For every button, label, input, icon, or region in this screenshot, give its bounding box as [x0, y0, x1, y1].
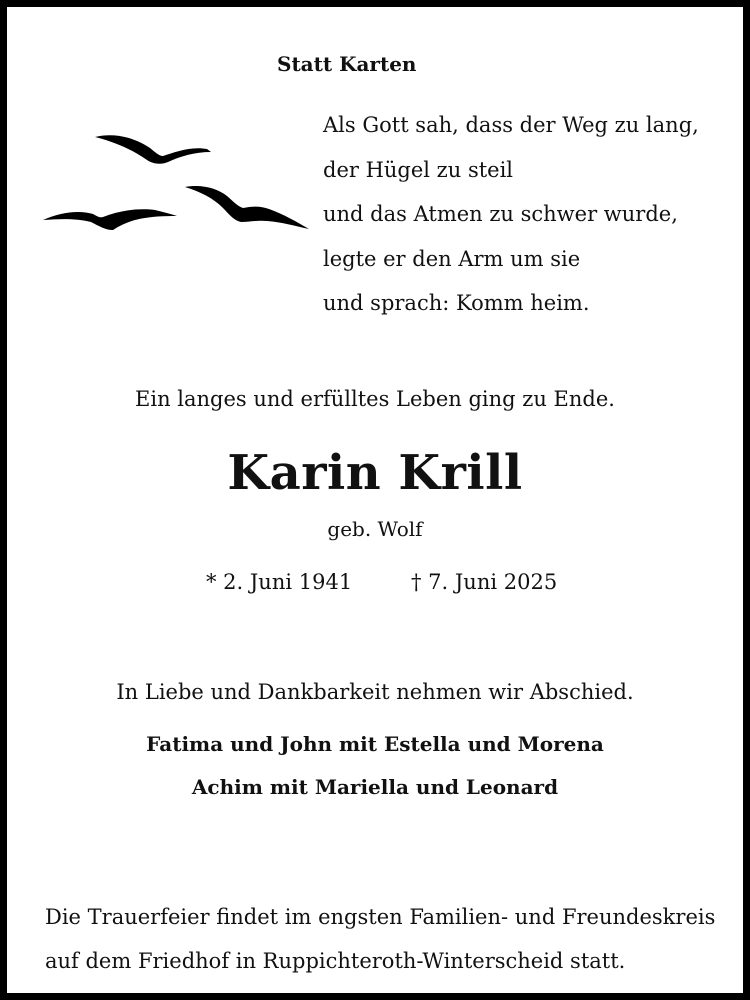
service-line: Die Trauerfeier findet im engsten Familien- und Freundeskreis — [45, 905, 716, 929]
statt-karten-heading: Statt Karten — [277, 52, 417, 76]
poem-line: Als Gott sah, dass der Weg zu lang, — [323, 113, 699, 137]
poem-line: legte er den Arm um sie — [323, 246, 581, 271]
service-notice — [45, 895, 715, 983]
maiden-name: geb. Wolf — [327, 517, 423, 541]
service-line: auf dem Friedhof in Ruppichteroth-Winterscheid statt. — [45, 949, 626, 973]
flying-birds-icon — [35, 122, 320, 247]
poem — [323, 103, 699, 326]
birth-date: * 2. Juni 1941 — [206, 570, 353, 594]
poem-line: und das Atmen zu schwer wurde, — [323, 202, 678, 226]
deceased-name: Karin Krill — [227, 445, 523, 501]
family-line: Fatima und John mit Estella und Morena — [146, 732, 604, 756]
family-line: Achim mit Mariella und Leonard — [191, 775, 559, 799]
poem-line: und sprach: Komm heim. — [323, 291, 590, 315]
poem-line: der Hügel zu steil — [323, 157, 514, 182]
intro-text: Ein langes und erfülltes Leben ging zu Ende. — [135, 387, 615, 411]
death-date: † 7. Juni 2025 — [411, 570, 558, 594]
farewell-text: In Liebe und Dankbarkeit nehmen wir Abschied. — [116, 680, 634, 704]
